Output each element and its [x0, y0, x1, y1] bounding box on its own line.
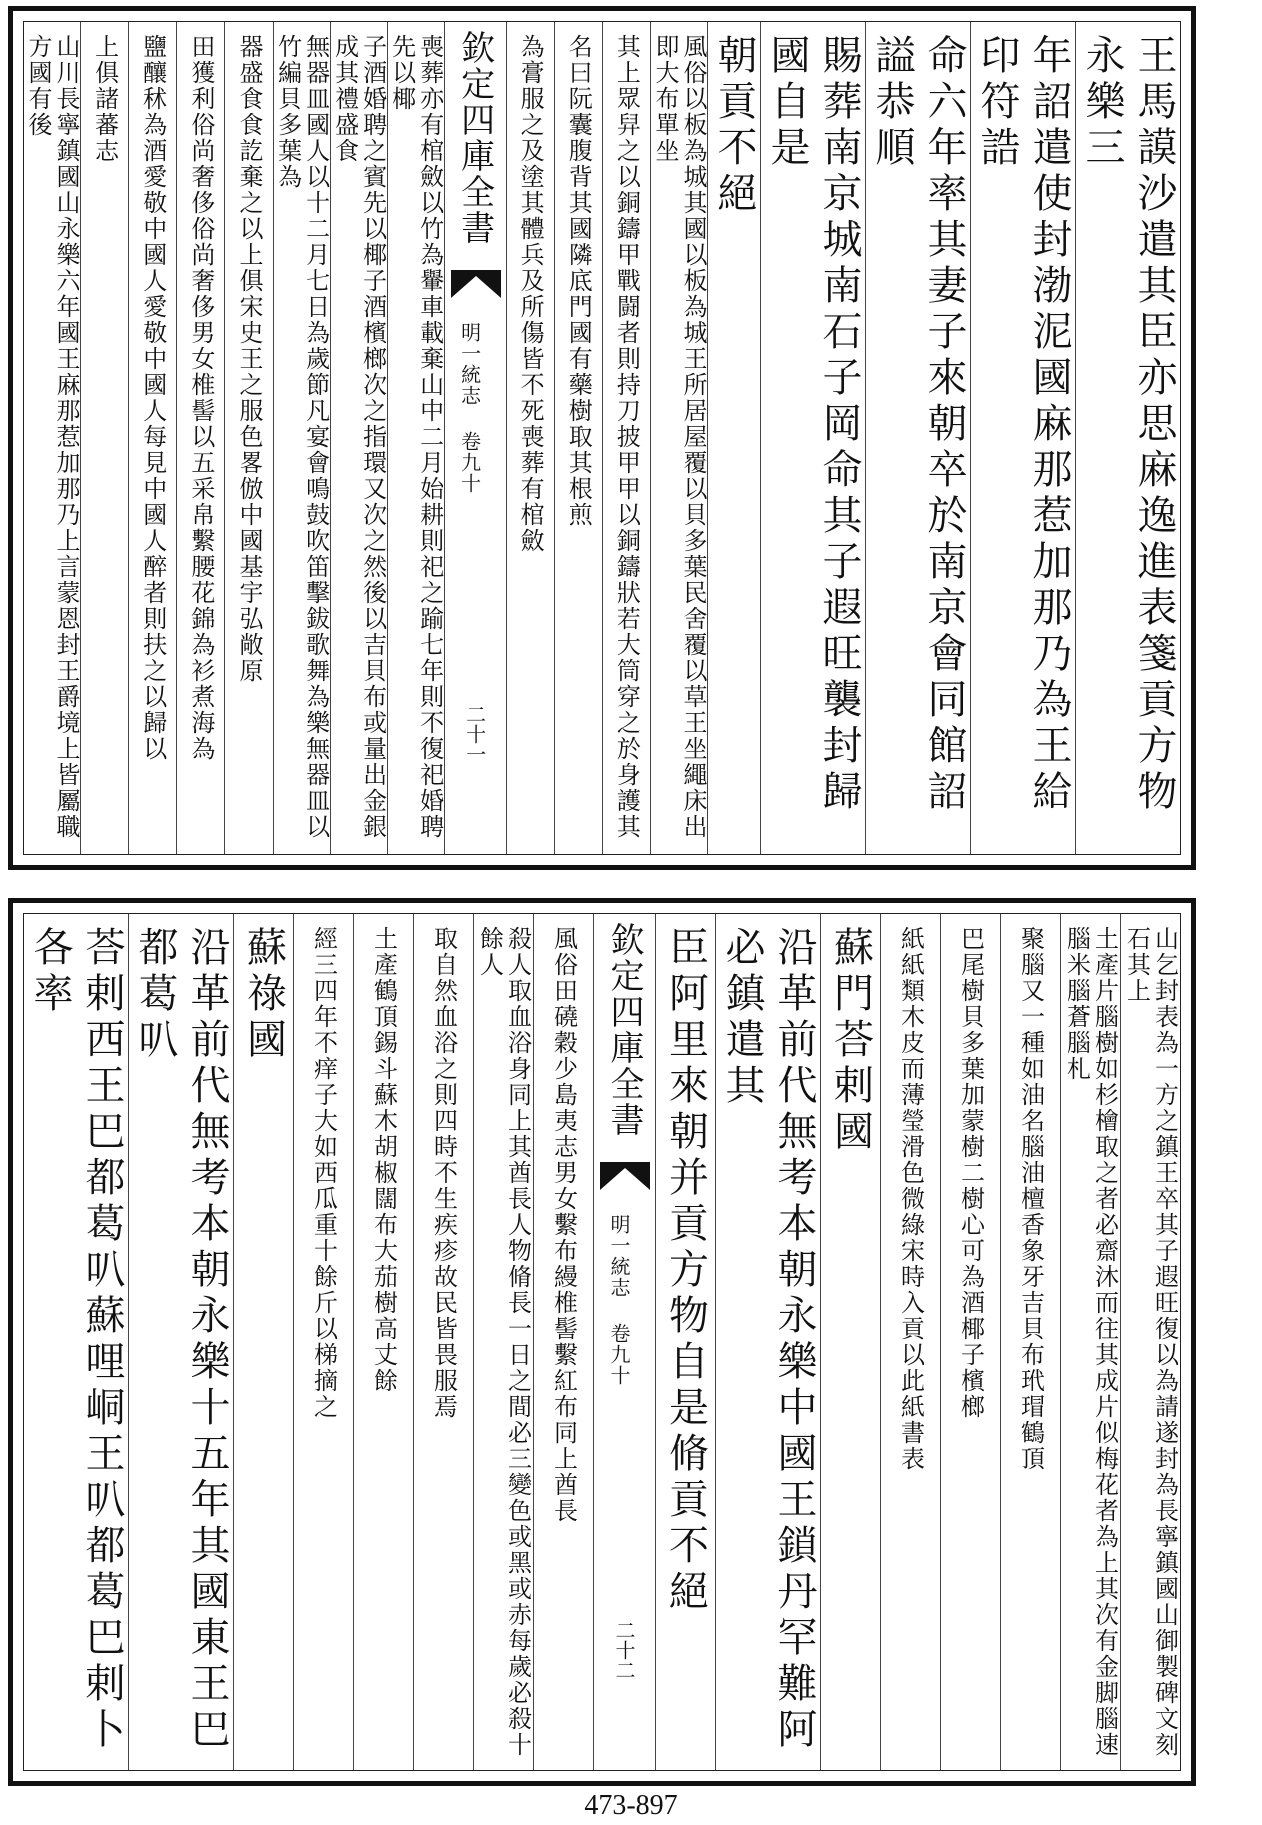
- text-column: [865, 22, 970, 854]
- text-column: [820, 914, 880, 1770]
- page-number: 二十二: [612, 1620, 636, 1680]
- text-column: [650, 22, 707, 854]
- page-center-fold: [444, 22, 506, 854]
- column-text: 取自然血浴之則四時不生疾疹故民皆畏服焉: [429, 926, 458, 1420]
- text-column: [760, 22, 865, 854]
- bottom-page-frame: [23, 913, 1181, 1771]
- column-text: 臣阿里來朝并貢方物自是脩貢不絕: [662, 926, 709, 1616]
- column-text: 朝貢不絕: [711, 34, 757, 218]
- fishtail-mark-icon: [600, 1162, 650, 1190]
- text-column: [970, 22, 1075, 854]
- text-column: [880, 914, 940, 1770]
- column-text: 經三四年不痒子大如西瓜重十餘斤以梯摘之: [309, 926, 338, 1420]
- volume-label: [459, 322, 481, 494]
- text-column: [80, 22, 128, 854]
- column-text: 巴尾樹貝多葉加蒙樹二樹心可為酒椰子檳榔: [956, 926, 985, 1420]
- column-text: 喪葬亦有棺斂以竹為轝車載棄山中二月始耕則祀之踰七年則不復祀婚聘先以椰: [387, 34, 444, 840]
- text-column: [506, 22, 554, 854]
- text-column: [940, 914, 1000, 1770]
- column-text: 鹽釀秫為酒愛敬中國人愛敬中國人每見中國人醉者則扶之以歸以: [138, 34, 167, 762]
- column-text: 年詔遣使封渤泥國麻那惹加那乃為王給印符誥: [974, 34, 1072, 816]
- column-text: 沿革前代無考本朝永樂中國王鎖丹罕難阿必鎮遣其: [719, 926, 817, 1754]
- text-column: [330, 22, 387, 854]
- text-column: [655, 914, 715, 1770]
- text-column: [1075, 22, 1180, 854]
- column-text: 土產片腦樹如杉檜取之者必齋沐而往其成片似梅花者為上其次有金脚腦速腦米腦蒼腦札: [1062, 926, 1119, 1758]
- column-text: 命六年率其妻子來朝卒於南京會同館詔謚恭順: [869, 34, 967, 816]
- column-text: 賜葬南京城南石子岡命其子遐旺襲封歸國自是: [764, 34, 862, 816]
- text-column: [233, 914, 293, 1770]
- column-text: 土產鶴頂錫斗蘇木胡椒闊布大茄樹高丈餘: [369, 926, 398, 1394]
- text-column: [24, 914, 128, 1770]
- text-column: [715, 914, 820, 1770]
- text-column: [602, 22, 650, 854]
- volume-number: 卷九十: [607, 1323, 631, 1386]
- column-text: 蘇祿國: [240, 926, 287, 1064]
- bottom-page-panel: [8, 898, 1196, 1786]
- column-text: 殺人取血浴身同上其酋長人物脩長一日之間必三變色或黑或赤每歲必殺十餘人: [475, 926, 532, 1758]
- book-name: 明一統志: [607, 1214, 631, 1298]
- text-column: [387, 22, 444, 854]
- text-column: [353, 914, 413, 1770]
- text-column: [473, 914, 533, 1770]
- text-column: [707, 22, 760, 854]
- column-text: 其上眾舁之以銅鑄甲戰闘者則持刀披甲甲以銅鑄狀若大筒穿之於身護其: [612, 34, 641, 840]
- column-text: 山乞封表為一方之鎮王卒其子遐旺復以為請遂封為長寧鎮國山御製碑文刻石其上: [1122, 926, 1179, 1758]
- column-text: 名曰阮囊腹背其國隣底門國有藥樹取其根煎: [564, 34, 593, 528]
- top-page-frame: [23, 21, 1181, 855]
- top-page-columns: [24, 22, 1180, 854]
- column-text: 風俗田磽穀少島夷志男女繫布縵椎髻繫紅布同上酋長: [549, 926, 578, 1524]
- page-number: 二十一: [462, 704, 487, 764]
- fishtail-mark-icon: [451, 270, 501, 298]
- column-text: 蘇門荅剌國: [827, 926, 874, 1156]
- column-text: 王馬謨沙遣其臣亦思麻逸進表箋貢方物永樂三: [1079, 34, 1177, 816]
- column-text: 山川長寧鎮國山永樂六年國王麻那惹加那乃上言蒙恩封王爵境上皆屬職方國有後: [24, 34, 81, 840]
- page-center-fold: [593, 914, 655, 1770]
- text-column: [533, 914, 593, 1770]
- text-column: [293, 914, 353, 1770]
- column-text: 沿革前代無考本朝永樂十五年其國東王巴都葛叭: [132, 926, 230, 1754]
- column-text: 風俗以板為城其國以板為城王所居屋覆以貝多葉民舍覆以草王坐繩床出即大布單坐: [651, 34, 707, 840]
- column-text: 器盛食食訖棄之以上俱宋史王之服色畧倣中國基宇弘敞原: [235, 34, 263, 684]
- book-name: 明一統志: [457, 322, 482, 406]
- top-page-panel: [8, 6, 1196, 870]
- column-text: 荅剌西王巴都葛叭蘇哩峒王叭都葛巴剌卜各率: [27, 926, 125, 1754]
- text-column: [273, 22, 330, 854]
- text-column: [128, 22, 176, 854]
- volume-label: [608, 1214, 630, 1386]
- column-text: 紙紙類木皮而薄瑩滑色微綠宋時入貢以此紙書表: [896, 926, 925, 1472]
- book-title: 欽定四庫全書: [454, 30, 495, 246]
- text-column: [1060, 914, 1120, 1770]
- volume-number: 卷九十: [457, 431, 482, 494]
- text-column: [176, 22, 224, 854]
- bottom-page-columns: [24, 914, 1180, 1770]
- text-column: [1000, 914, 1060, 1770]
- text-column: [1120, 914, 1180, 1770]
- column-text: 上俱諸蕃志: [90, 34, 119, 164]
- text-column: [128, 914, 233, 1770]
- book-title: 欽定四庫全書: [604, 922, 644, 1138]
- text-column: [413, 914, 473, 1770]
- column-text: 田獲利俗尚奢侈俗尚奢侈男女椎髻以五采帛繫腰花錦為衫煮海為: [186, 34, 215, 762]
- column-text: 子酒婚聘之賓先以椰子酒檳榔次之指環又次之然後以吉貝布或量出金銀成其禮盛食: [330, 34, 387, 840]
- page-code: 473-897: [584, 1790, 678, 1821]
- column-text: 聚腦又一種如油名腦油檀香象牙吉貝布玳瑁鶴頂: [1016, 926, 1045, 1472]
- text-column: [224, 22, 272, 854]
- text-column: [24, 22, 80, 854]
- column-text: 為膏服之及塗其體兵及所傷皆不死喪葬有棺斂: [516, 34, 545, 554]
- column-text: 無器皿國人以十二月七日為歲節凡宴會鳴鼓吹笛擊鈸歌舞為樂無器皿以竹編貝多葉為: [273, 34, 330, 840]
- text-column: [554, 22, 602, 854]
